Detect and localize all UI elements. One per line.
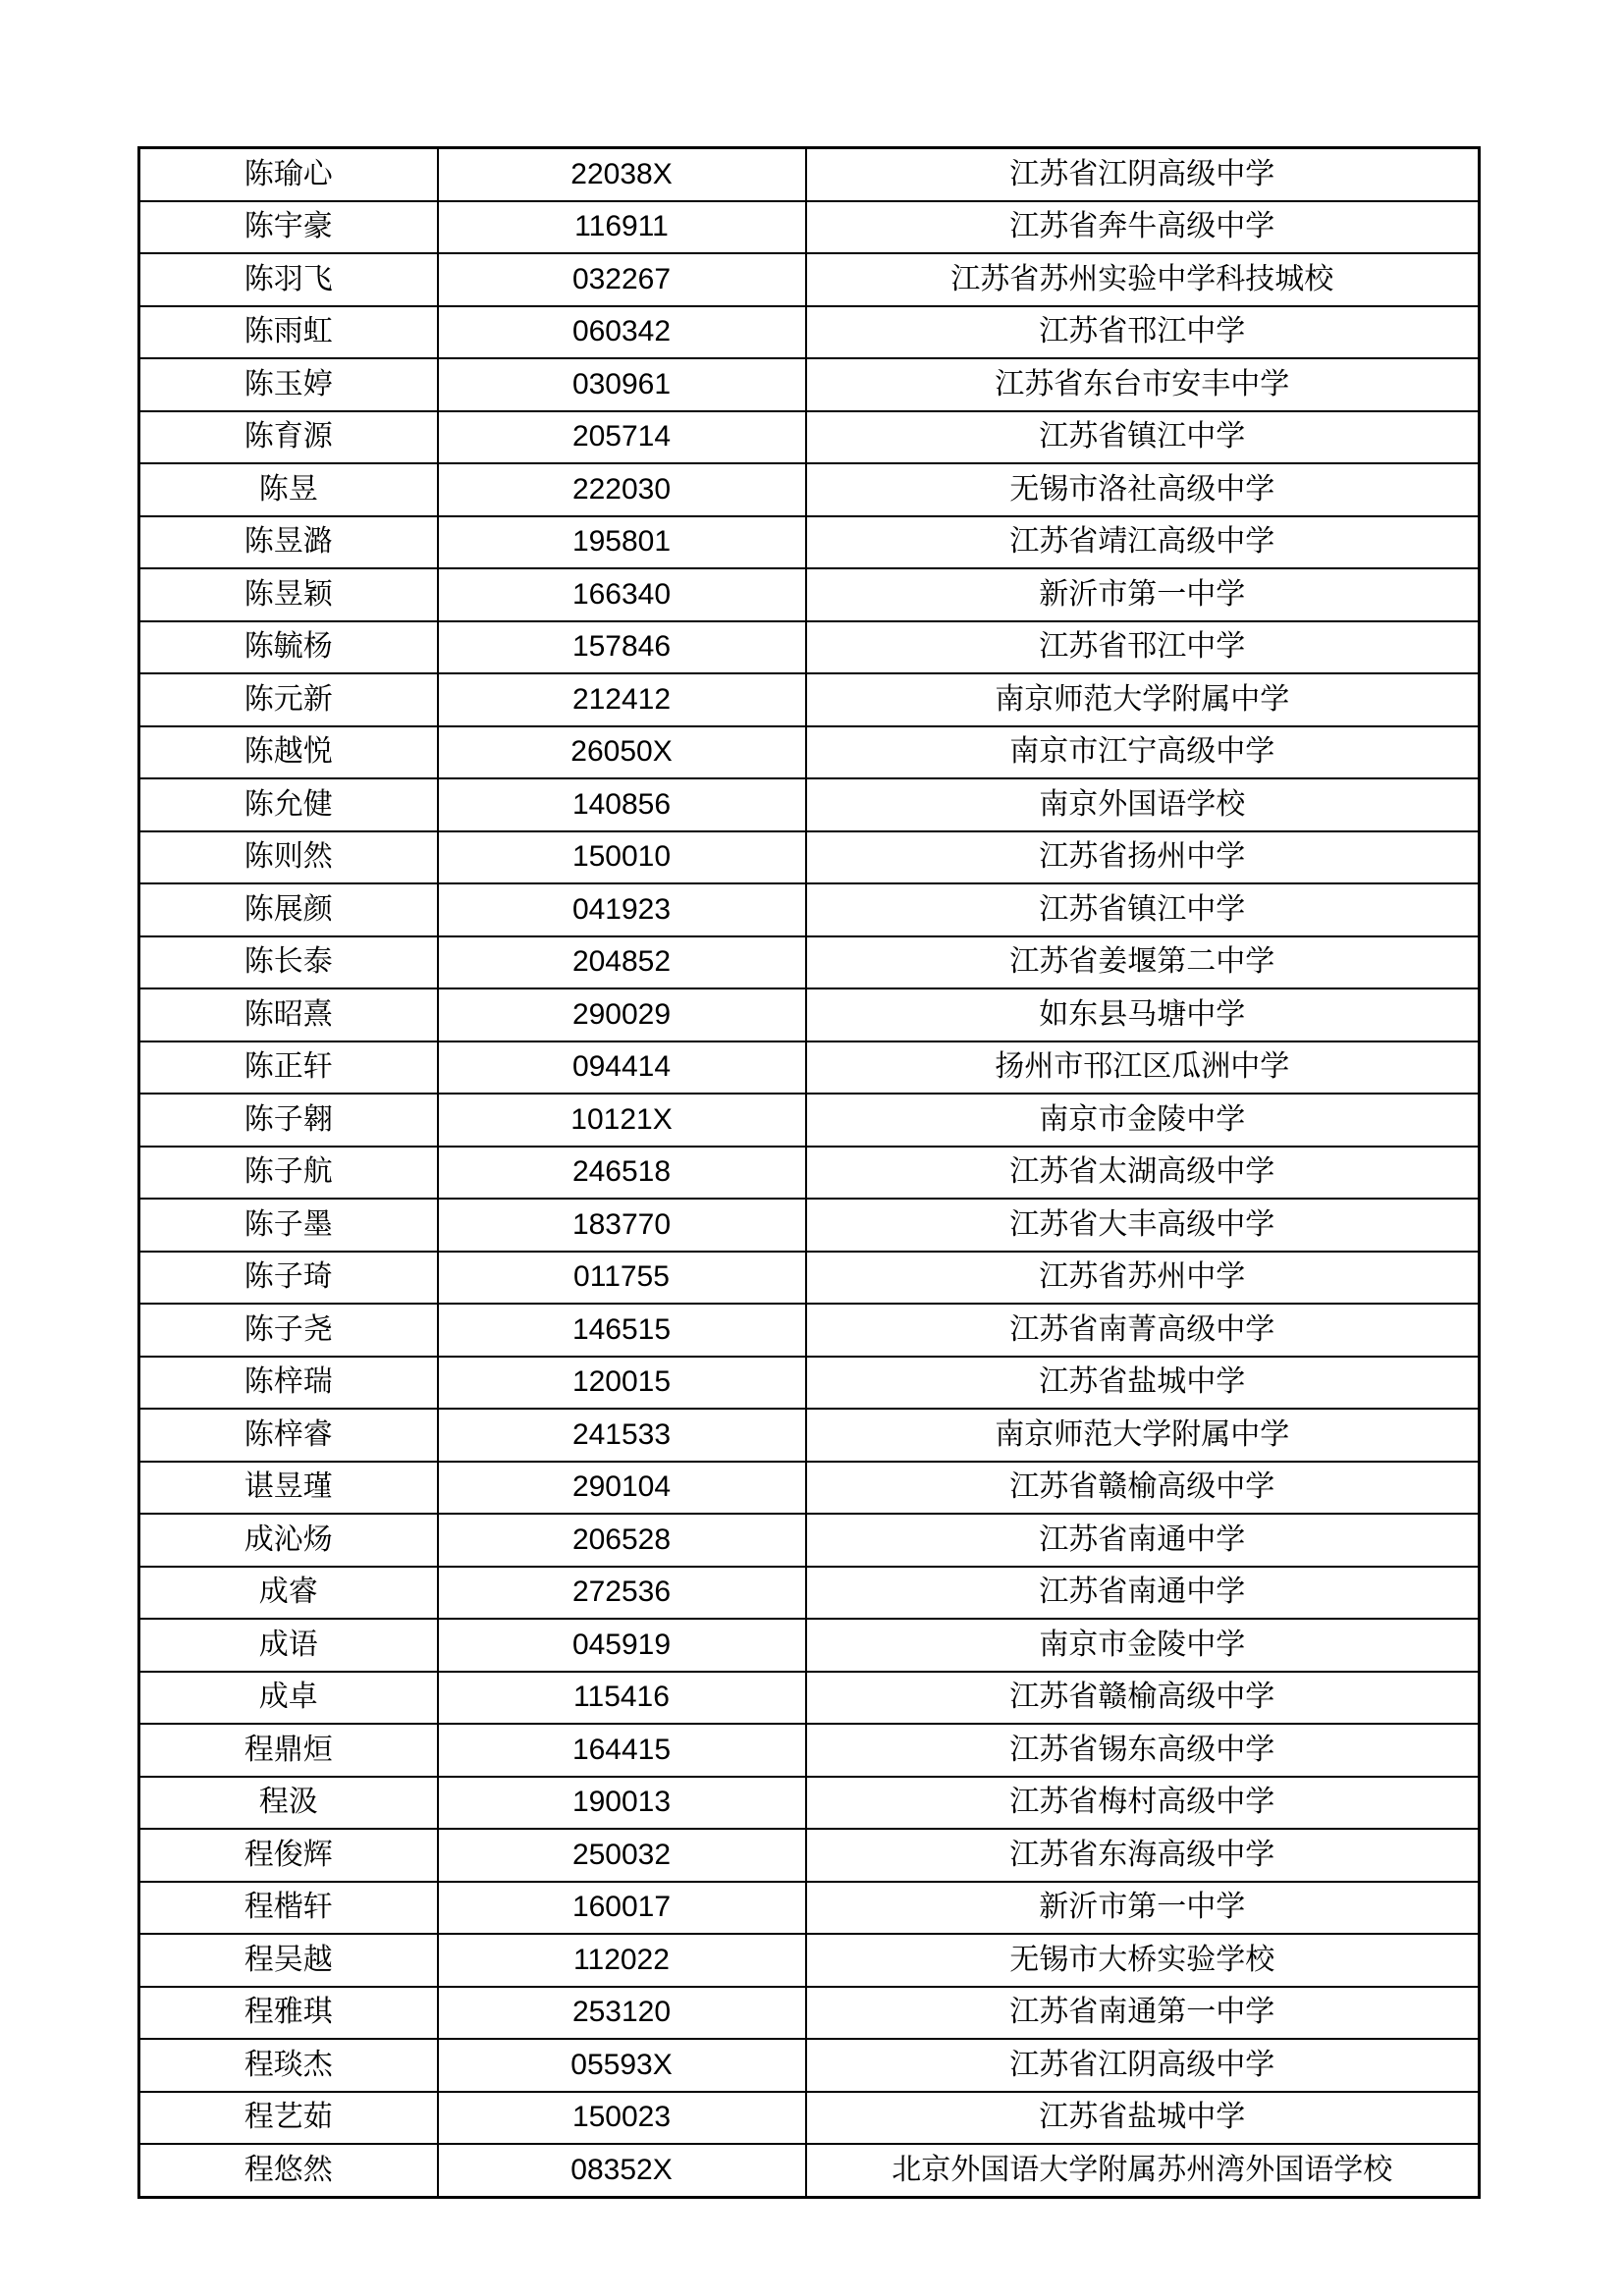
table-row [139, 253, 1480, 306]
student-id-cell: 10121X [438, 1094, 806, 1147]
student-id-cell: 212412 [438, 673, 806, 726]
table-row [139, 1829, 1480, 1882]
school-name-cell: 江苏省扬州中学 [806, 831, 1480, 884]
table-row [139, 411, 1480, 464]
student-id-cell: 195801 [438, 516, 806, 569]
school-name-cell: 江苏省邗江中学 [806, 306, 1480, 359]
student-id-cell: 164415 [438, 1724, 806, 1777]
table-row [139, 1199, 1480, 1252]
student-id-cell: 206528 [438, 1514, 806, 1567]
student-name-cell: 成卓 [139, 1672, 438, 1725]
student-id-cell: 205714 [438, 411, 806, 464]
student-name-cell: 陈元新 [139, 673, 438, 726]
school-name-cell: 南京市金陵中学 [806, 1619, 1480, 1672]
table-row [139, 1777, 1480, 1830]
school-name-cell: 江苏省姜堰第二中学 [806, 936, 1480, 989]
student-id-cell: 116911 [438, 201, 806, 254]
student-id-cell: 160017 [438, 1882, 806, 1935]
student-name-cell: 陈子墨 [139, 1199, 438, 1252]
table-row [139, 2039, 1480, 2092]
student-name-cell: 谌昱瑾 [139, 1462, 438, 1515]
student-name-cell: 程艺茹 [139, 2092, 438, 2145]
student-name-cell: 程楷轩 [139, 1882, 438, 1935]
school-name-cell: 扬州市邗江区瓜洲中学 [806, 1041, 1480, 1095]
school-name-cell: 江苏省东台市安丰中学 [806, 358, 1480, 411]
student-name-cell: 陈毓杨 [139, 621, 438, 674]
school-name-cell: 南京师范大学附属中学 [806, 673, 1480, 726]
school-name-cell: 江苏省南通中学 [806, 1567, 1480, 1620]
table-row [139, 673, 1480, 726]
school-name-cell: 江苏省盐城中学 [806, 2092, 1480, 2145]
student-id-cell: 032267 [438, 253, 806, 306]
table-row [139, 306, 1480, 359]
student-id-cell: 22038X [438, 148, 806, 201]
student-name-cell: 陈允健 [139, 778, 438, 831]
student-name-cell: 陈昱 [139, 463, 438, 516]
school-name-cell: 南京师范大学附属中学 [806, 1409, 1480, 1462]
student-name-cell: 陈梓睿 [139, 1409, 438, 1462]
table-row [139, 201, 1480, 254]
school-name-cell: 江苏省赣榆高级中学 [806, 1462, 1480, 1515]
table-row [139, 1514, 1480, 1567]
table-row [139, 2092, 1480, 2145]
table-row [139, 568, 1480, 621]
student-name-cell: 陈瑜心 [139, 148, 438, 201]
student-name-cell: 陈昱潞 [139, 516, 438, 569]
school-name-cell: 江苏省南菁高级中学 [806, 1304, 1480, 1357]
student-name-cell: 成沁炀 [139, 1514, 438, 1567]
student-name-cell: 陈昱颖 [139, 568, 438, 621]
student-id-cell: 290029 [438, 988, 806, 1041]
table-row [139, 1987, 1480, 2040]
table-row [139, 148, 1480, 201]
school-name-cell: 江苏省锡东高级中学 [806, 1724, 1480, 1777]
table-row [139, 516, 1480, 569]
student-name-cell: 程鼎烜 [139, 1724, 438, 1777]
student-id-cell: 204852 [438, 936, 806, 989]
student-id-cell: 045919 [438, 1619, 806, 1672]
table-row [139, 1147, 1480, 1200]
school-name-cell: 无锡市大桥实验学校 [806, 1934, 1480, 1987]
student-name-cell: 陈子翱 [139, 1094, 438, 1147]
table-row [139, 2144, 1480, 2197]
student-name-cell: 陈越悦 [139, 726, 438, 779]
school-name-cell: 江苏省太湖高级中学 [806, 1147, 1480, 1200]
student-id-cell: 05593X [438, 2039, 806, 2092]
student-name-cell: 陈雨虹 [139, 306, 438, 359]
student-name-cell: 陈子航 [139, 1147, 438, 1200]
school-name-cell: 南京外国语学校 [806, 778, 1480, 831]
student-name-cell: 陈育源 [139, 411, 438, 464]
student-name-cell: 成语 [139, 1619, 438, 1672]
student-name-cell: 陈展颜 [139, 883, 438, 936]
student-id-cell: 030961 [438, 358, 806, 411]
school-name-cell: 江苏省靖江高级中学 [806, 516, 1480, 569]
table-row [139, 1882, 1480, 1935]
school-name-cell: 江苏省苏州实验中学科技城校 [806, 253, 1480, 306]
student-id-cell: 157846 [438, 621, 806, 674]
table-row [139, 463, 1480, 516]
student-name-cell: 成睿 [139, 1567, 438, 1620]
student-name-cell: 程悠然 [139, 2144, 438, 2197]
student-id-cell: 08352X [438, 2144, 806, 2197]
school-name-cell: 江苏省镇江中学 [806, 883, 1480, 936]
student-id-cell: 094414 [438, 1041, 806, 1095]
table-row [139, 936, 1480, 989]
school-name-cell: 江苏省邗江中学 [806, 621, 1480, 674]
student-name-cell: 陈子琦 [139, 1252, 438, 1305]
school-name-cell: 江苏省东海高级中学 [806, 1829, 1480, 1882]
school-name-cell: 北京外国语大学附属苏州湾外国语学校 [806, 2144, 1480, 2197]
student-id-cell: 140856 [438, 778, 806, 831]
student-id-cell: 241533 [438, 1409, 806, 1462]
student-name-cell: 陈正轩 [139, 1041, 438, 1095]
table-row [139, 883, 1480, 936]
table-row [139, 1252, 1480, 1305]
school-name-cell: 江苏省奔牛高级中学 [806, 201, 1480, 254]
school-name-cell: 无锡市洛社高级中学 [806, 463, 1480, 516]
school-name-cell: 新沂市第一中学 [806, 568, 1480, 621]
school-name-cell: 江苏省南通中学 [806, 1514, 1480, 1567]
student-name-cell: 程雅琪 [139, 1987, 438, 2040]
student-id-cell: 150010 [438, 831, 806, 884]
student-id-cell: 246518 [438, 1147, 806, 1200]
student-name-cell: 陈羽飞 [139, 253, 438, 306]
student-id-cell: 250032 [438, 1829, 806, 1882]
school-name-cell: 新沂市第一中学 [806, 1882, 1480, 1935]
table-row [139, 1094, 1480, 1147]
student-name-cell: 陈则然 [139, 831, 438, 884]
student-id-cell: 183770 [438, 1199, 806, 1252]
student-id-cell: 26050X [438, 726, 806, 779]
roster-table-body [139, 148, 1480, 2198]
school-name-cell: 如东县马塘中学 [806, 988, 1480, 1041]
student-id-cell: 253120 [438, 1987, 806, 2040]
school-name-cell: 江苏省赣榆高级中学 [806, 1672, 1480, 1725]
student-id-cell: 060342 [438, 306, 806, 359]
student-id-cell: 222030 [438, 463, 806, 516]
student-id-cell: 041923 [438, 883, 806, 936]
school-name-cell: 江苏省大丰高级中学 [806, 1199, 1480, 1252]
student-id-cell: 011755 [438, 1252, 806, 1305]
school-name-cell: 江苏省苏州中学 [806, 1252, 1480, 1305]
student-id-cell: 115416 [438, 1672, 806, 1725]
table-row [139, 358, 1480, 411]
table-row [139, 1041, 1480, 1095]
table-row [139, 1567, 1480, 1620]
student-name-cell: 陈宇豪 [139, 201, 438, 254]
student-id-cell: 150023 [438, 2092, 806, 2145]
school-name-cell: 江苏省镇江中学 [806, 411, 1480, 464]
student-name-cell: 陈梓瑞 [139, 1357, 438, 1410]
student-name-cell: 陈子尧 [139, 1304, 438, 1357]
student-id-cell: 290104 [438, 1462, 806, 1515]
student-id-cell: 166340 [438, 568, 806, 621]
table-row [139, 1724, 1480, 1777]
school-name-cell: 江苏省江阴高级中学 [806, 148, 1480, 201]
table-row [139, 1409, 1480, 1462]
table-row [139, 726, 1480, 779]
student-id-cell: 272536 [438, 1567, 806, 1620]
table-row [139, 778, 1480, 831]
student-name-cell: 程汲 [139, 1777, 438, 1830]
student-name-cell: 程俊辉 [139, 1829, 438, 1882]
table-row [139, 1672, 1480, 1725]
table-row [139, 1462, 1480, 1515]
school-name-cell: 南京市金陵中学 [806, 1094, 1480, 1147]
school-name-cell: 江苏省梅村高级中学 [806, 1777, 1480, 1830]
student-name-cell: 程琰杰 [139, 2039, 438, 2092]
table-row [139, 1304, 1480, 1357]
student-id-cell: 120015 [438, 1357, 806, 1410]
table-row [139, 1357, 1480, 1410]
school-name-cell: 江苏省盐城中学 [806, 1357, 1480, 1410]
student-name-cell: 程吴越 [139, 1934, 438, 1987]
school-name-cell: 南京市江宁高级中学 [806, 726, 1480, 779]
student-id-cell: 190013 [438, 1777, 806, 1830]
table-row [139, 621, 1480, 674]
student-id-cell: 146515 [438, 1304, 806, 1357]
student-name-cell: 陈长泰 [139, 936, 438, 989]
roster-table [137, 146, 1481, 2199]
student-name-cell: 陈昭熹 [139, 988, 438, 1041]
table-row [139, 1934, 1480, 1987]
table-row [139, 831, 1480, 884]
student-name-cell: 陈玉婷 [139, 358, 438, 411]
table-row [139, 988, 1480, 1041]
table-row [139, 1619, 1480, 1672]
student-id-cell: 112022 [438, 1934, 806, 1987]
school-name-cell: 江苏省江阴高级中学 [806, 2039, 1480, 2092]
school-name-cell: 江苏省南通第一中学 [806, 1987, 1480, 2040]
